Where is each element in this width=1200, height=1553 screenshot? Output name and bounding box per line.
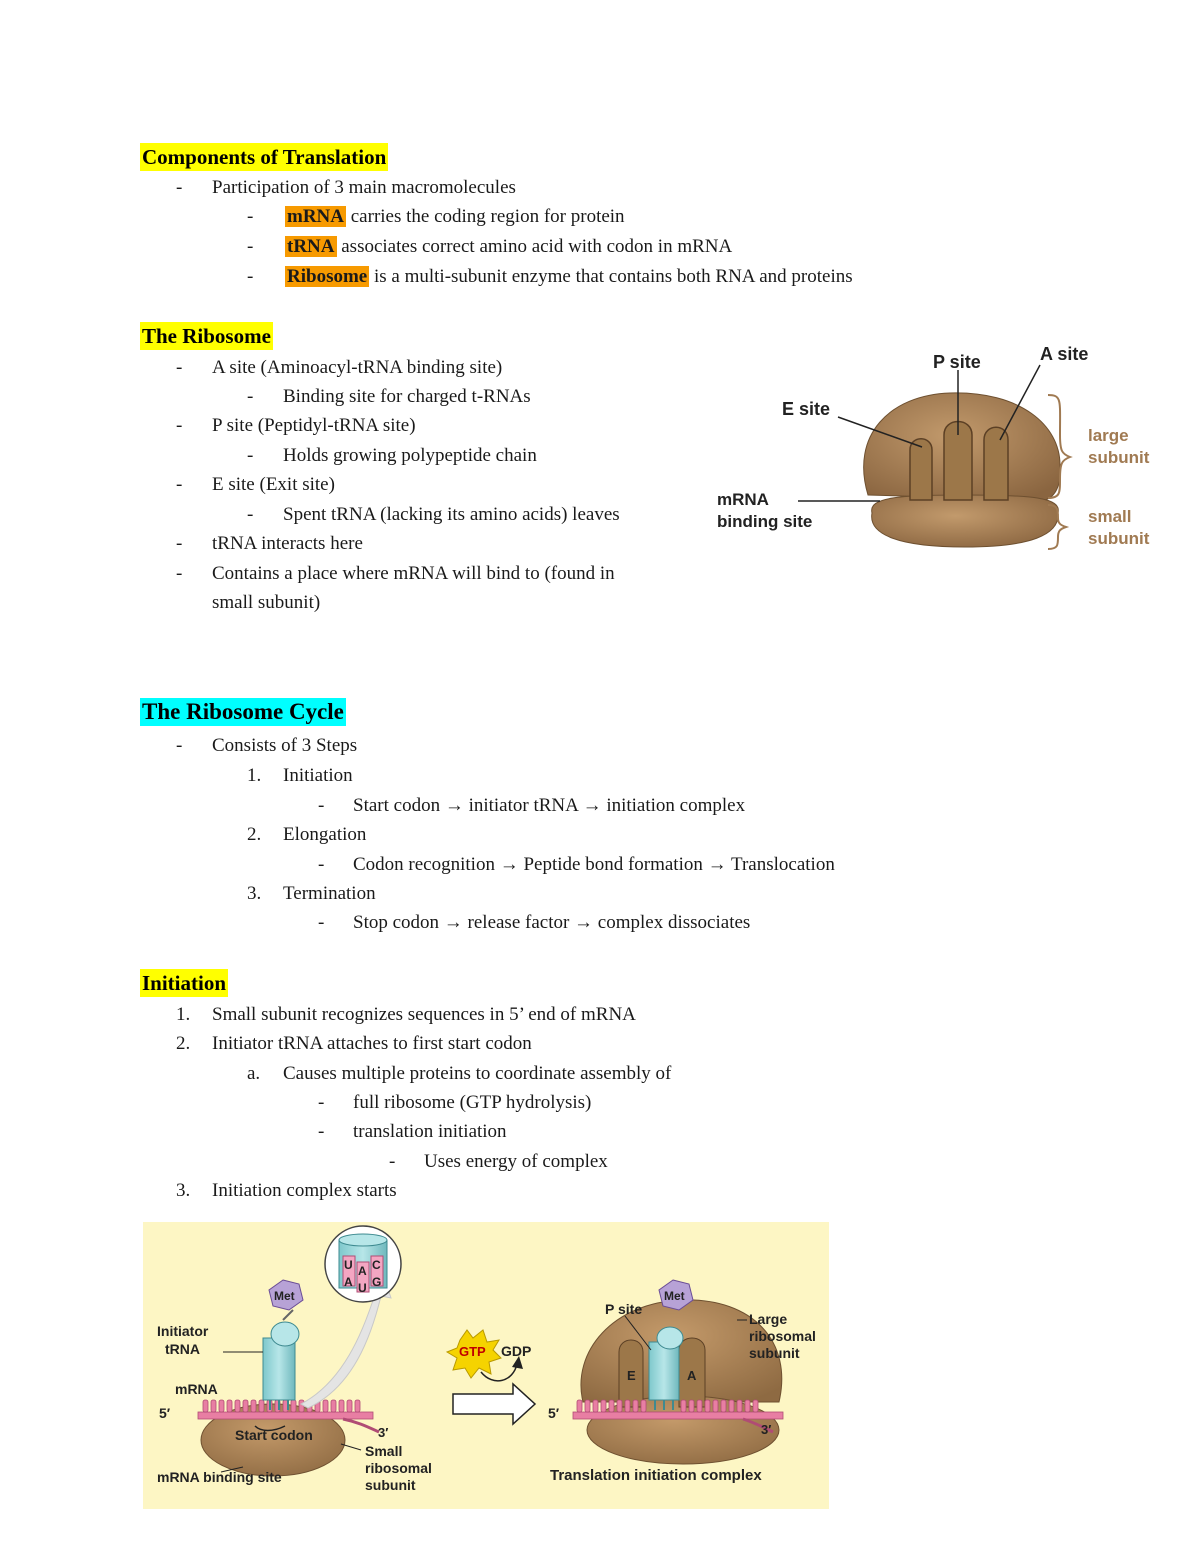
term-mrna: mRNA [287,206,344,227]
figure-caption: Translation initiation complex [550,1467,762,1484]
met-label-left: Met [274,1289,295,1303]
bullet: - [247,236,254,257]
label-mrna-left: mRNA [175,1381,218,1397]
term-trna: tRNA [287,236,335,257]
initiation-step-2a: Causes multiple proteins to coordinate assembly of [283,1063,672,1084]
label-large-2: ribosomal [749,1328,816,1344]
bullet: - [176,357,183,378]
label-binding-site: binding site [717,512,813,531]
component-item-mrna: mRNA carries the coding region for protein [287,206,625,227]
initiation-step-1: Small subunit recognizes sequences in 5’ end of mRNA [212,1004,636,1025]
label-e: E [627,1368,636,1383]
initiation-bullet-3: Uses energy of complex [424,1151,608,1172]
met-label-right: Met [664,1289,685,1303]
bullet: - [176,177,183,198]
base-u-bottom: U [358,1281,367,1295]
bullet: - [318,1092,325,1113]
step-name: Termination [283,883,376,904]
heading-components: Components of Translation [142,145,387,169]
list-letter: a. [247,1063,261,1084]
initiation-step-3: Initiation complex starts [212,1180,397,1201]
heading-initiation: Initiation [142,971,227,995]
list-number: 1. [176,1004,191,1025]
label-large-subunit: subunit [1088,448,1150,467]
translation-initiation-figure [143,1222,829,1509]
gdp-label: GDP [501,1343,532,1359]
label-5prime-right: 5′ [548,1405,560,1421]
bullet: - [247,206,254,227]
component-item-trna: tRNA associates correct amino acid with codon in mRNA [287,236,733,257]
label-start-codon: Start codon [235,1427,313,1443]
step-detail: Stop codon → release factor → complex dissociates [353,912,751,933]
label-e-site: E site [782,399,831,419]
heading-ribosome-cycle: The Ribosome Cycle [142,699,344,724]
e-site-line: E site (Exit site) [212,474,335,495]
step-number: 3. [247,883,262,904]
base-u-top: U [344,1258,353,1272]
bullet: - [318,912,325,933]
component-item-ribosome: Ribosome is a multi-subunit enzyme that contains both RNA and proteins [287,266,853,287]
mrna-line-2: small subunit) [212,592,321,613]
ribosome-site-diagram [700,335,1170,565]
base-c-top: C [372,1258,381,1272]
step-number: 1. [247,765,262,786]
components-intro: Participation of 3 main macromolecules [212,177,516,198]
bullet: - [247,386,254,407]
label-p-site: P site [933,352,981,372]
term-ribosome: Ribosome [287,266,368,287]
bullet: - [318,854,325,875]
list-number: 2. [176,1033,191,1054]
initiation-bullet-2: translation initiation [353,1121,507,1142]
mrna-line-1: Contains a place where mRNA will bind to (found in [212,563,615,584]
step-number: 2. [247,824,262,845]
label-subunit: subunit [365,1477,416,1493]
label-large: large [1088,426,1129,445]
initiation-step-2: Initiator tRNA attaches to first start codon [212,1033,532,1054]
bullet: - [176,563,183,584]
base-a-bottom: A [344,1275,353,1289]
bullet: - [176,533,183,554]
bullet: - [318,1121,325,1142]
label-mrna-binding-site: mRNA binding site [157,1469,282,1485]
a-site-sub: Binding site for charged t-RNAs [283,386,531,407]
e-site-sub: Spent tRNA (lacking its amino acids) leaves [283,504,620,525]
step-name: Elongation [283,824,367,845]
bullet: - [389,1151,396,1172]
step-detail: Codon recognition → Peptide bond formation → Translocation [353,854,835,875]
base-g-bottom: G [372,1275,382,1289]
label-p-site-right: P site [605,1301,643,1317]
initiation-bullet-1: full ribosome (GTP hydrolysis) [353,1092,592,1113]
bullet: - [247,445,254,466]
label-small-subunit: subunit [1088,529,1150,548]
a-site-line: A site (Aminoacyl-tRNA binding site) [212,357,503,378]
label-small: small [1088,507,1132,526]
list-number: 3. [176,1180,191,1201]
heading-ribosome: The Ribosome [142,324,271,348]
bullet: - [176,735,183,756]
p-site-sub: Holds growing polypeptide chain [283,445,537,466]
trna-line: tRNA interacts here [212,533,363,554]
label-3prime-left: 3′ [378,1425,389,1440]
base-a-top: A [358,1264,367,1278]
label-large-3: subunit [749,1345,800,1361]
bullet: - [176,415,183,436]
label-3prime-right: 3′ [761,1422,772,1437]
label-ribosomal: ribosomal [365,1460,432,1476]
label-a-site: A site [1040,344,1089,364]
label-5prime-left: 5′ [159,1405,171,1421]
label-initiator: Initiator [157,1323,209,1339]
bullet: - [247,504,254,525]
step-detail: Start codon → initiator tRNA → initiation complex [353,795,746,816]
p-site-line: P site (Peptidyl-tRNA site) [212,415,416,436]
label-initiator-trna: tRNA [165,1341,200,1357]
label-a: A [687,1368,697,1383]
gtp-label: GTP [459,1344,486,1359]
label-mrna: mRNA [717,490,769,509]
label-large-1: Large [749,1311,788,1327]
label-small: Small [365,1443,403,1459]
bullet: - [247,266,254,287]
bullet: - [318,795,325,816]
bullet: - [176,474,183,495]
cycle-intro: Consists of 3 Steps [212,735,358,756]
step-name: Initiation [283,765,353,786]
